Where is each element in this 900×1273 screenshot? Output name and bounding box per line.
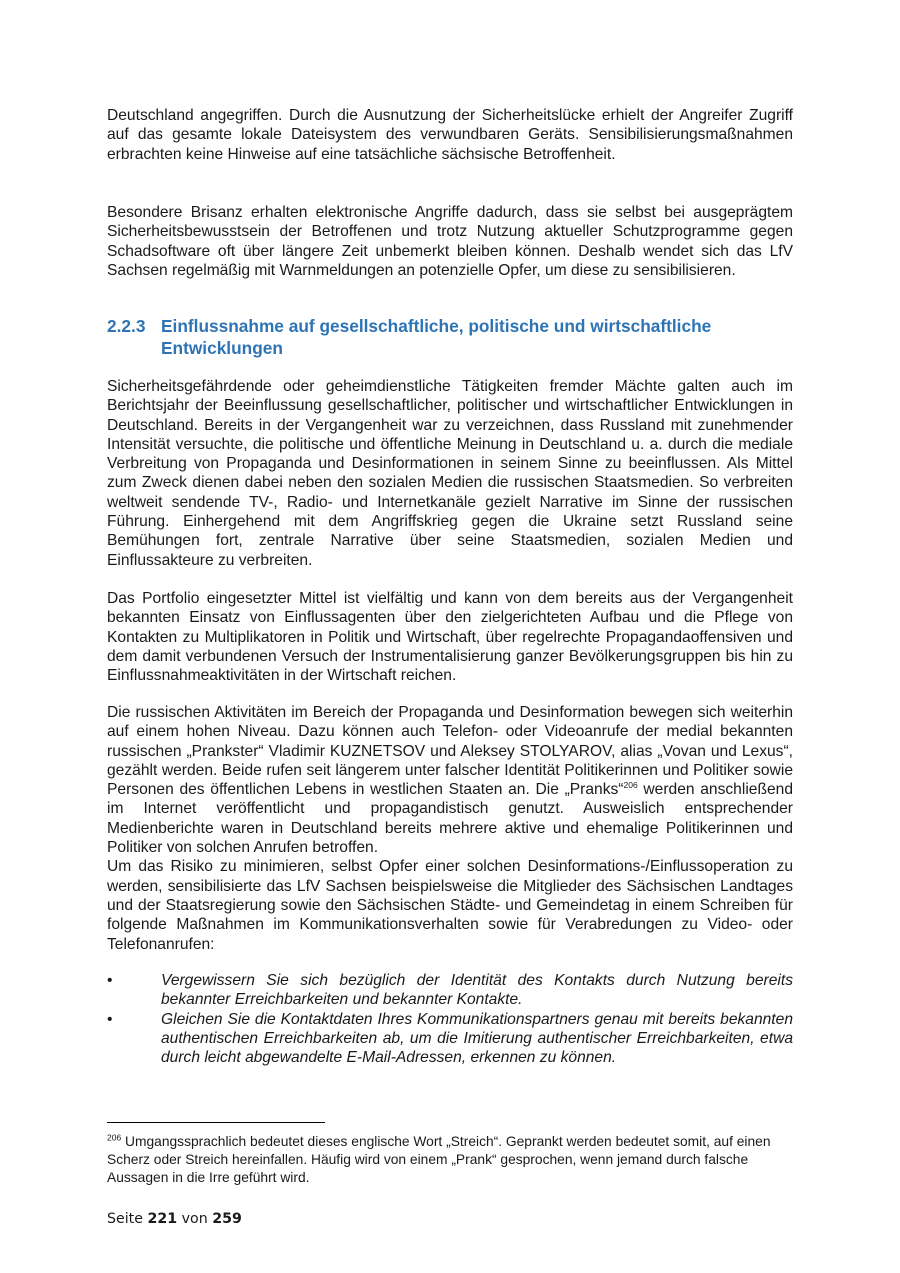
list-item-text: Vergewissern Sie sich bezüglich der Identität des Kontakts durch Nutzung bereits bekannter Erreichbarkeiten und bekannter Kontakte. [161,972,793,1009]
section-paragraph-1 [107,377,793,570]
paragraph-text: Besondere Brisanz erhalten elektronische Angriffe dadurch, dass sie selbst bei ausgeprägtem Sicherheitsbewusstsein der Betroffenen und trotz Nutzung aktueller Schutzprogramme gegen Schadsoftware oft über längere Zeit unbemerkt bleiben können. Deshalb wendet sich das LfV Sachsen regelmäßig mit Warnmeldungen an potenzielle Opfer, um diese zu sensibilisieren. [107,204,793,279]
footnote [107,1133,793,1188]
section-paragraph-2 [107,589,793,685]
list-item-text: Gleichen Sie die Kontaktdaten Ihres Kommunikationspartners genau mit bereits bekannten authentischen Erreichbarkeiten ab, um die Imitierung authentischer Erreichbarkeiten, etwa durch leicht abgewandelte E-Mail-Adressen, erkennen zu können. [161,1010,793,1067]
footnote-separator [107,1122,325,1123]
paragraph-text: Das Portfolio eingesetzter Mittel ist vielfältig und kann von dem bereits aus der Vergangenheit bekannten Einsatz von Einflussagenten über den zielgerichteten Aufbau und die Pflege von Kontakten zu Multiplikatoren in Politik und Wirtschaft, über regelrechte Propagandaoffensiven und dem damit verbundenen Versuch der Instrumentalisierung ganzer Bevölkerungsgruppen bis hin zu Einflussnahmeaktivitäten in der Wirtschaft reichen. [107,590,793,685]
footnote-number: 206 [107,1132,122,1143]
section-number: 2.2.3 [107,316,146,336]
bullet-list [107,971,793,1067]
intro-paragraph-2 [107,203,793,280]
pranks-text-before: Die russischen Aktivitäten im Bereich der Propaganda und Desinformation bewegen sich weiterhin auf einem hohen Niveau. Dazu können auch Telefon- oder Videoanrufe der medial bekannten russischen „Prankster“ Vladimir KUZNETSOV und Aleksey STOLYAROV, alias „Vovan und Lexus“, gezählt werden. Beide rufen seit längerem unter falscher Identität Politikerinnen und Politiker sowie Personen des öffentlichen Lebens in westlichen Staaten an. Die „Pranks“ [107,704,793,799]
risk-paragraph: Um das Risiko zu minimieren, selbst Opfer einer solchen Desinformations-/Einflussoperation zu werden, sensibilisierte das LfV Sachsen beispielsweise die Mitglieder des Sächsischen Landtages und der Staatsregierung sowie den Sächsischen Städte- und Gemeindetag in einem Schreiben für folgende Maßnahmen im Kommunikationsverhalten sowie für Verabredungen zu Video- oder Telefonanrufen: [107,858,793,953]
page-current: 221 [147,1211,178,1227]
bullet-marker: • [107,1010,113,1028]
pranks-paragraph [107,703,793,954]
section-title: Einflussnahme auf gesellschaftliche, politische und wirtschaftliche Entwicklungen [161,316,712,358]
intro-paragraph-1 [107,106,793,164]
footnote-reference[interactable]: 206 [623,780,638,790]
section-heading [107,316,793,359]
pranks-text-after: werden anschließend im Internet veröffentlicht und propagandistisch genutzt. Ausweislich entsprechender Medienberichte waren in Deutschland bereits mehrere aktive und ehemalige Politikerinnen und Politiker von solchen Anrufen betroffen. [107,781,793,857]
paragraph-text: Deutschland angegriffen. Durch die Ausnutzung der Sicherheitslücke erhielt der Angreifer Zugriff auf das gesamte lokale Dateisystem des verwundbaren Geräts. Sensibilisierungsmaßnahmen erbrachten keine Hinweise auf eine tatsächliche sächsische Betroffenheit. [107,107,793,163]
page-middle: von [177,1211,213,1227]
paragraph-text [107,703,793,857]
footnote-text: Umgangssprachlich bedeutet dieses englische Wort „Streich“. Geprankt werden bedeutet somit, auf einen Scherz oder Streich hereinfallen. Häufig wird von einem „Prank“ gesprochen, wenn jemand durch falsche Aussagen in die Irre geführt wird. [107,1134,771,1186]
page-total: 259 [212,1211,242,1227]
page-prefix: Seite [107,1211,148,1227]
page-number [107,1211,242,1227]
list-item [107,1010,793,1068]
list-item [107,971,793,1010]
bullet-marker: • [107,972,113,989]
paragraph-text: Sicherheitsgefährdende oder geheimdienstliche Tätigkeiten fremder Mächte galten auch im Berichtsjahr der Beeinflussung gesellschaftlicher, politischer und wirtschaftlicher Entwicklungen in Deutschland. Bereits in der Vergangenheit war zu verzeichnen, dass Russland mit zunehmender Intensität versuchte, die politische und öffentliche Meinung in Deutschland u. a. durch die mediale Verbreitung von Propaganda und Desinformationen in seinem Sinne zu beeinflussen. Als Mittel zum Zweck dienen dabei neben den sozialen Medien die russischen Staatsmedien. So verbreiten weltweit sendende TV-, Radio- und Internetkanäle gezielt Narrative im Sinne der russischen Führung. Einhergehend mit dem Angriffskrieg gegen die Ukraine setzt Russland seine Bemühungen fort, zentrale Narrative über seine Staatsmedien, sozialen Medien und Einflussakteure zu verbreiten. [107,378,793,569]
